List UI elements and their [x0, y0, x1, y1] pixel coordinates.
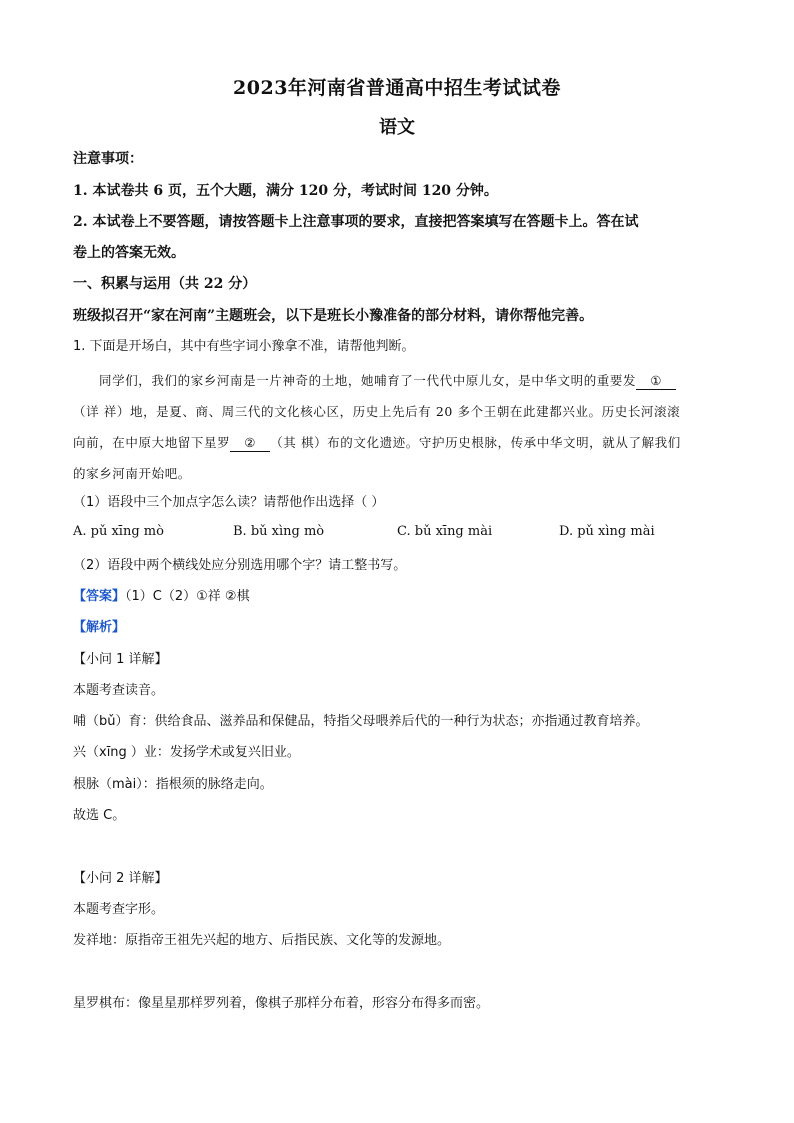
passage-line-3-text-b: （其 棋）布的文化遗迹。守护历史根脉，传承中华文明，就从了解我们: [270, 435, 681, 450]
section-heading: 一、积累与运用（共 22 分）: [73, 276, 257, 292]
passage-line-2: （详 祥）地，是夏、商、周三代的文化核心区，历史上先后有 20 多个王朝在此建都兴业。历史长河滚滚: [73, 404, 681, 419]
option-c: C. bǔ xīng mài: [397, 524, 493, 539]
sub-question-1: （1）语段中三个加点字怎么读？请帮他作出选择（ ）: [73, 495, 385, 510]
blank-2: ②: [230, 435, 270, 452]
sub-question-2: （2）语段中两个横线处应分别选用哪个字？请工整书写。: [73, 558, 407, 573]
passage-line-1: [73, 365, 723, 396]
passage-line-3: [73, 427, 723, 458]
part-2-line-2: 发祥地：原指帝王祖先兴起的地方、后指民族、文化等的发源地。: [73, 933, 451, 948]
part-1-line-2: 哺（bǔ）育：供给食品、滋养品和保健品，特指父母喂养后代的一种行为状态；亦指通过教育培养。: [73, 714, 649, 729]
answer-tag: 【答案】: [73, 589, 126, 604]
passage-line-4: 的家乡河南开始吧。: [73, 466, 191, 481]
notice-item-2-line-1: 2. 本试卷上不要答题，请按答题卡上注意事项的要求，直接把答案填写在答题卡上。答在试: [73, 214, 639, 230]
passage-line-3-text-a: 向前，在中原大地留下星罗: [73, 435, 231, 450]
answer-text: （1）C（2）①祥 ②棋: [125, 589, 250, 604]
option-b: B. bǔ xìng mò: [233, 524, 325, 539]
answer-options: [73, 524, 723, 546]
part-1-line-1: 本题考查读音。: [73, 683, 165, 698]
part-1-line-3: 兴（xīng ）业：发扬学术或复兴旧业。: [73, 745, 300, 760]
analysis-tag: 【解析】: [73, 620, 126, 635]
part-1-line-4: 根脉（mài）：指根须的脉络走向。: [73, 777, 273, 792]
part-1-heading: 【小问 1 详解】: [73, 652, 168, 667]
opening-passage: [73, 365, 723, 489]
analysis-line: [73, 617, 723, 639]
section-intro: 班级拟召开“家在河南”主题班会，以下是班长小豫准备的部分材料，请你帮他完善。: [73, 308, 594, 324]
page-title: 2023年河南省普通高中招生考试试卷: [233, 77, 561, 99]
notice-item-1: 1. 本试卷共 6 页，五个大题，满分 120 分，考试时间 120 分钟。: [73, 183, 498, 199]
option-d: D. pǔ xìng mài: [559, 524, 655, 539]
part-1-line-5: 故选 C。: [73, 808, 126, 823]
subject-title: 语文: [379, 117, 415, 138]
part-2-heading: 【小问 2 详解】: [73, 871, 168, 886]
part-2-line-3: 星罗棋布：像星星那样罗列着，像棋子那样分布着，形容分布得多而密。: [73, 996, 490, 1011]
passage-line-1-text: 同学们，我们的家乡河南是一片神奇的土地，她哺育了一代代中原儿女，是中华文明的重要发: [99, 373, 637, 388]
answer-line: [73, 586, 723, 608]
notice-heading: 注意事项：: [73, 151, 143, 167]
part-2-line-1: 本题考查字形。: [73, 902, 165, 917]
notice-item-2-line-2: 卷上的答案无效。: [73, 245, 185, 261]
blank-1: ①: [636, 373, 676, 390]
question-1-stem: 1. 下面是开场白，其中有些字词小豫拿不准，请帮他判断。: [73, 339, 415, 354]
option-a: A. pǔ xīng mò: [73, 524, 164, 539]
